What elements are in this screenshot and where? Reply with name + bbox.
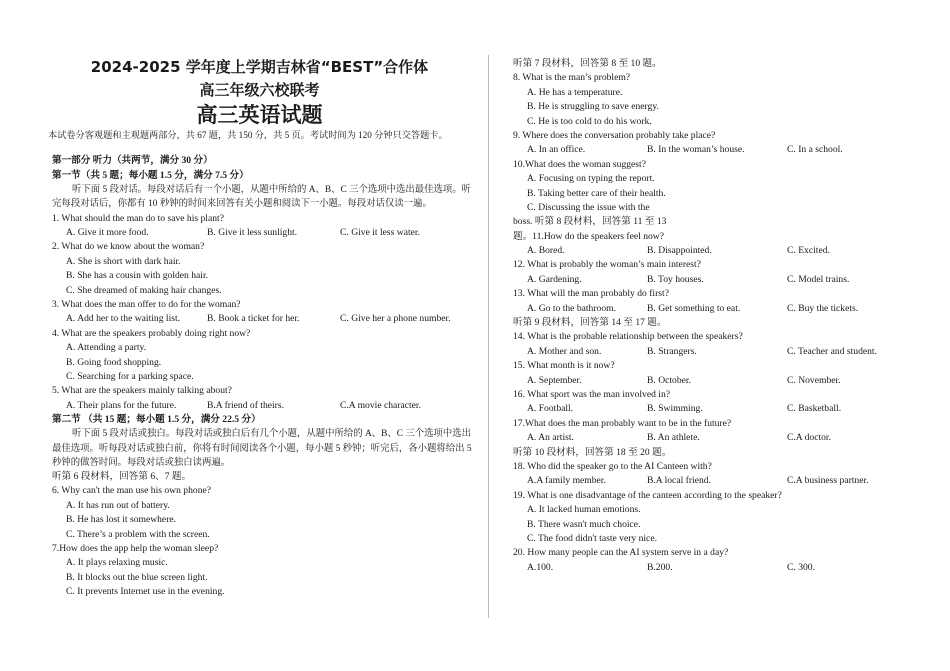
answer-option: B. Disappointed. bbox=[647, 245, 712, 257]
section-heading: 第一节（共 5 题；每小题 1.5 分，满分 7.5 分） bbox=[52, 169, 249, 181]
answer-option: B.A local friend. bbox=[647, 475, 711, 487]
question-text: 9. Where does the conversation probably take place? bbox=[513, 129, 716, 141]
listening-material-note: 听第 7 段材料，回答第 8 至 10 题。 bbox=[513, 58, 662, 69]
right-column bbox=[513, 57, 913, 575]
answer-option: A.100. bbox=[527, 561, 554, 573]
question-item bbox=[513, 330, 913, 359]
answer-option: A. Gardening. bbox=[527, 273, 582, 285]
answer-option: A. She is short with dark hair. bbox=[66, 255, 181, 267]
question-item bbox=[513, 388, 913, 417]
answer-option: A. In an office. bbox=[527, 144, 586, 156]
question-text: 12. What is probably the woman’s main interest? bbox=[513, 259, 701, 271]
question-item bbox=[513, 287, 913, 316]
answer-option: C. Discussing the issue with the bbox=[527, 201, 650, 213]
answer-option: C. Give it less water. bbox=[340, 226, 420, 238]
right-questions bbox=[513, 57, 913, 575]
answer-option: C. 300. bbox=[787, 561, 815, 573]
answer-option: B. He has lost it somewhere. bbox=[66, 514, 177, 526]
question-text: 13. What will the man probably do first? bbox=[513, 288, 669, 300]
answer-option: C.A business partner. bbox=[787, 475, 869, 487]
question-text: 7.How does the app help the woman sleep? bbox=[52, 543, 219, 555]
question-text: 14. What is the probable relationship between the speakers? bbox=[513, 331, 743, 343]
answer-options bbox=[513, 244, 913, 258]
answer-options bbox=[513, 402, 913, 416]
answer-option: B. Strangers. bbox=[647, 345, 697, 357]
question-item bbox=[52, 327, 477, 385]
answer-option: A. Mother and son. bbox=[527, 345, 602, 357]
answer-option: B.A friend of theirs. bbox=[207, 399, 285, 411]
question-item bbox=[513, 71, 913, 129]
answer-option: A. Football. bbox=[527, 403, 574, 415]
question-text: 题。11.How do the speakers feel now? bbox=[513, 230, 664, 242]
answer-option: A. It lacked human emotions. bbox=[527, 504, 641, 516]
left-column bbox=[48, 57, 477, 600]
question-text: 8. What is the man’s problem? bbox=[513, 72, 631, 84]
question-item bbox=[513, 489, 913, 547]
answer-option: A. He has a temperature. bbox=[527, 86, 623, 98]
answer-option: B.200. bbox=[647, 561, 673, 573]
question-item bbox=[52, 484, 477, 542]
question-text: 20. How many people can the AI system serve in a day? bbox=[513, 547, 729, 559]
answer-option: C. Teacher and student. bbox=[787, 345, 877, 357]
answer-option: B. Taking better care of their health. bbox=[527, 187, 666, 199]
question-item bbox=[513, 230, 913, 259]
question-text: 6. Why can't the man use his own phone? bbox=[52, 485, 212, 497]
answer-option: B. He is struggling to save energy. bbox=[527, 101, 659, 113]
question-text: 5. What are the speakers mainly talking about? bbox=[52, 385, 232, 397]
question-item bbox=[513, 546, 913, 575]
answer-option: A. September. bbox=[527, 374, 582, 386]
answer-option: A. An artist. bbox=[527, 432, 574, 444]
question-text: 19. What is one disadvantage of the canteen according to the speaker? bbox=[513, 489, 782, 501]
answer-option: C. November. bbox=[787, 374, 841, 386]
question-item bbox=[52, 384, 477, 413]
listening-material-note: 听第 6 段材料，回答第 6、7 题。 bbox=[52, 471, 192, 483]
exam-title: 高三英语试题 bbox=[196, 102, 323, 127]
question-item bbox=[52, 212, 477, 241]
question-item bbox=[513, 417, 913, 446]
answer-option: C. There’s a problem with the screen. bbox=[66, 528, 210, 540]
answer-options bbox=[52, 399, 477, 413]
question-item bbox=[513, 129, 913, 158]
answer-options bbox=[513, 431, 913, 445]
answer-options bbox=[513, 561, 913, 575]
question-text: 17.What does the man probably want to be in the future? bbox=[513, 417, 732, 429]
answer-options bbox=[52, 226, 477, 240]
answer-option: A. Their plans for the future. bbox=[66, 399, 177, 411]
answer-option: B. She has a cousin with golden hair. bbox=[66, 270, 209, 282]
answer-option: A. Focusing on typing the report. bbox=[527, 173, 655, 185]
answer-option: C. In a school. bbox=[787, 144, 843, 156]
question-text: 18. Who did the speaker go to the AI Canteen with? bbox=[513, 460, 712, 472]
answer-option: B. It blocks out the blue screen light. bbox=[66, 571, 208, 583]
listening-material-note: 听第 10 段材料，回答第 18 至 20 题。 bbox=[513, 446, 672, 458]
answer-option: B. Toy houses. bbox=[647, 273, 704, 285]
answer-option: A. Give it more food. bbox=[66, 226, 149, 238]
question-item bbox=[513, 460, 913, 489]
question-text: 4. What are the speakers probably doing right now? bbox=[52, 327, 251, 339]
answer-option: B. There wasn't much choice. bbox=[527, 518, 641, 530]
question-item bbox=[52, 542, 477, 600]
answer-option: B. Swimming. bbox=[647, 403, 703, 415]
answer-option: A. Go to the bathroom. bbox=[527, 302, 616, 314]
column-divider bbox=[488, 55, 489, 618]
answer-option: B. An athlete. bbox=[647, 432, 700, 444]
question-text: 16. What sport was the man involved in? bbox=[513, 388, 671, 400]
answer-option: C. It prevents Internet use in the evening. bbox=[66, 586, 225, 598]
answer-option: C. Searching for a parking space. bbox=[66, 370, 194, 382]
answer-option: C. She dreamed of making hair changes. bbox=[66, 284, 222, 296]
answer-options bbox=[513, 345, 913, 359]
answer-option: A.A family member. bbox=[527, 475, 606, 487]
exam-title-line1: 2024-2025 学年度上学期吉林省“BEST”合作体 bbox=[90, 58, 429, 76]
answer-options bbox=[513, 374, 913, 388]
answer-options bbox=[513, 143, 913, 157]
section-heading: 第一部分 听力（共两节，满分 30 分） bbox=[52, 155, 213, 167]
answer-option: A. Add her to the waiting list. bbox=[66, 313, 181, 325]
answer-option: B. Give it less sunlight. bbox=[207, 226, 298, 238]
answer-options bbox=[513, 273, 913, 287]
answer-option: C. Basketball. bbox=[787, 403, 842, 415]
answer-option: B. Going food shopping. bbox=[66, 356, 162, 368]
question-item bbox=[513, 258, 913, 287]
answer-option: C. The food didn't taste very nice. bbox=[527, 532, 657, 544]
answer-options bbox=[513, 302, 913, 316]
left-questions bbox=[52, 154, 477, 599]
question-item bbox=[52, 298, 477, 327]
section-instructions: 听下面 5 段对话。每段对话后有一个小题，从题中所给的 A、B、C 三个选项中选出最佳选项。听完每段对话后，你都有 10 秒钟的时间来回答有关小题和阅读下一小题。每段对话仅读一遍。 bbox=[52, 185, 471, 210]
listening-material-note: 听第 9 段材料，回答第 14 至 17 题。 bbox=[513, 317, 667, 329]
question-text: 10.What does the woman suggest? bbox=[513, 158, 646, 170]
answer-option: C.A doctor. bbox=[787, 432, 831, 444]
answer-options bbox=[52, 312, 477, 326]
answer-option: C. He is too cold to do his work. bbox=[527, 115, 652, 127]
answer-option: B. October. bbox=[647, 374, 691, 386]
question-item bbox=[513, 158, 913, 216]
exam-instructions: 本试卷分客观题和主观题两部分，共 67 题，共 150 分，共 5 页。考试时间为 120 分钟只交答题卡。 bbox=[48, 130, 448, 140]
exam-title-line2: 高三年级六校联考 bbox=[199, 81, 320, 99]
question-text: 1. What should the man do to save his plant? bbox=[52, 212, 224, 224]
answer-option: A. It plays relaxing music. bbox=[66, 557, 168, 569]
section-instructions: 听下面 5 段对话或独白。每段对话或独白后有几个小题，从题中所给的 A、B、C 三个选项中选出最佳选项。听每段对话或独白前，你将有时间阅读各个小题，每小题 5 秒钟；听完后，各小题将给出 5 秒钟的做答时间。每段对话或独白读两遍。 bbox=[52, 429, 472, 468]
answer-option: C.A movie character. bbox=[340, 399, 421, 411]
answer-option: C. Buy the tickets. bbox=[787, 302, 859, 314]
question-text: 15. What month is it now? bbox=[513, 360, 615, 372]
answer-option: C. Give her a phone number. bbox=[340, 313, 451, 325]
answer-option: C. Model trains. bbox=[787, 273, 850, 285]
question-item bbox=[52, 240, 477, 298]
question-item bbox=[513, 359, 913, 388]
question-text: 3. What does the man offer to do for the woman? bbox=[52, 298, 241, 310]
answer-option: A. It has run out of battery. bbox=[66, 499, 170, 511]
answer-option: C. Excited. bbox=[787, 245, 830, 257]
question-text: 2. What do we know about the woman? bbox=[52, 241, 205, 253]
answer-option: B. Book a ticket for her. bbox=[207, 313, 300, 325]
listening-material-note: boss. 听第 8 段材料，回答第 11 至 13 bbox=[513, 216, 667, 228]
answer-option: B. Get something to eat. bbox=[647, 302, 741, 314]
answer-options bbox=[513, 474, 913, 488]
answer-option: A. Attending a party. bbox=[66, 342, 147, 354]
answer-option: B. In the woman’s house. bbox=[647, 144, 745, 156]
answer-option: A. Bored. bbox=[527, 245, 565, 257]
section-heading: 第二节 （共 15 题；每小题 1.5 分，满分 22.5 分） bbox=[52, 414, 261, 426]
